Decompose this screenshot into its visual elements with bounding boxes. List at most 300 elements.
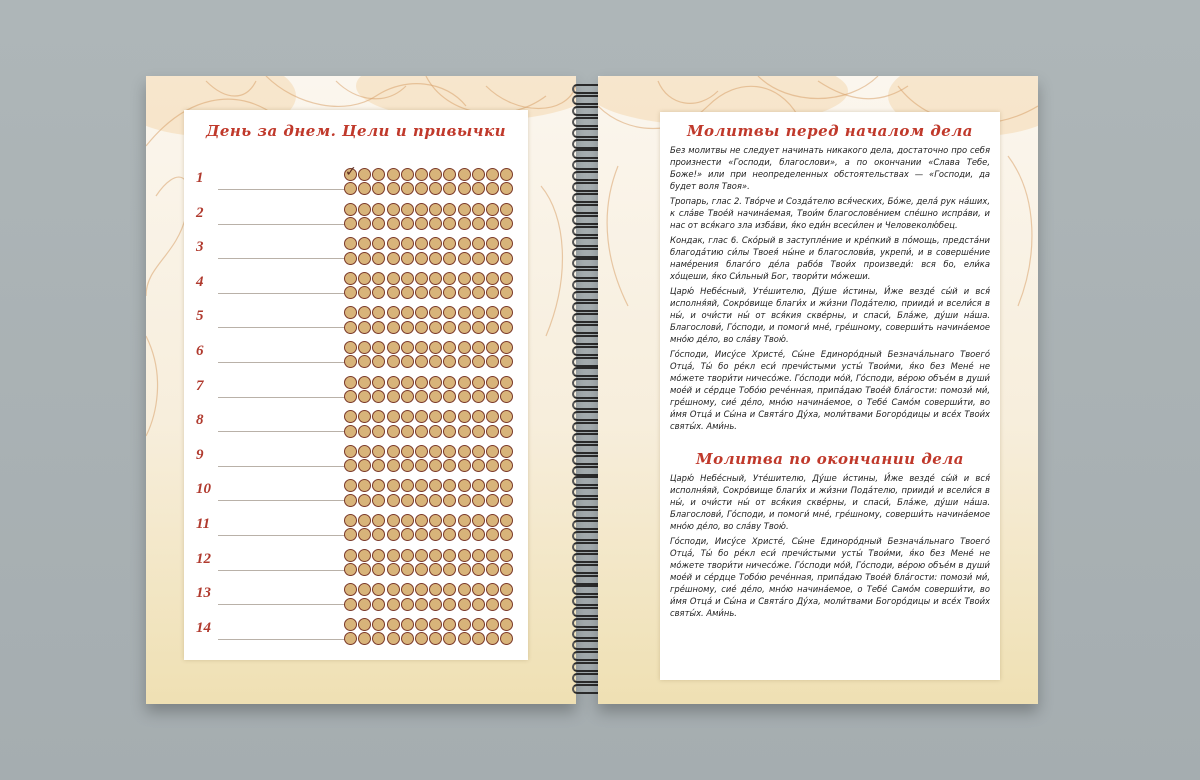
tracker-circle [486,410,499,423]
tracker-circle [415,306,428,319]
tracker-circle [486,321,499,334]
tracker-circle [401,341,414,354]
tracker-circle [372,217,385,230]
habit-tracker-circles [344,479,518,507]
tracker-circle [486,306,499,319]
tracker-circle [401,217,414,230]
tracker-circle [372,425,385,438]
tracker-circle [387,321,400,334]
tracker-circle [443,459,456,472]
tracker-circle [486,445,499,458]
tracker-circle [415,494,428,507]
tracker-circle [344,618,357,631]
tracker-circle [387,203,400,216]
tracker-circle [458,479,471,492]
tracker-circle [415,272,428,285]
habit-tracker-circles [344,237,518,265]
tracker-circle [401,237,414,250]
tracker-circle [358,376,371,389]
tracker-circle [429,306,442,319]
tracker-circle [458,217,471,230]
tracker-circle [458,272,471,285]
habit-tracker-circles [344,376,518,404]
habit-write-line [218,639,356,640]
tracker-circle [500,583,513,596]
left-page [146,76,576,704]
tracker-circle [372,479,385,492]
tracker-circle [387,514,400,527]
tracker-circle [458,583,471,596]
tracker-circle [443,528,456,541]
tracker-circle [429,272,442,285]
habit-tracker-circles [344,445,518,473]
habit-write-line [218,362,356,363]
tracker-circle [358,479,371,492]
tracker-circle [372,494,385,507]
tracker-circle [429,514,442,527]
tracker-circle [358,168,371,181]
row-number: 5 [196,308,204,325]
tracker-circle [443,514,456,527]
habit-write-line [218,258,356,259]
tracker-circle [415,203,428,216]
tracker-circle [372,355,385,368]
tracker-circle [344,459,357,472]
tracker-circle [344,252,357,265]
tracker-circle [500,237,513,250]
tracker-circle [472,583,485,596]
tracker-circle [472,237,485,250]
tracker-circle [401,306,414,319]
tracker-circle [472,168,485,181]
tracker-circle [372,410,385,423]
tracker-circle [472,203,485,216]
tracker-circle [415,252,428,265]
tracker-circle [401,563,414,576]
tracker-circle [429,321,442,334]
tracker-circle [486,182,499,195]
tracker-circle [401,618,414,631]
tracker-circle [500,479,513,492]
tracker-circle [401,528,414,541]
tracker-circle [401,410,414,423]
tracker-circle [472,425,485,438]
tracker-circle [372,445,385,458]
tracker-circle [401,376,414,389]
tracker-circle [344,583,357,596]
tracker-circle [387,528,400,541]
tracker-circle [458,410,471,423]
tracker-circle [458,182,471,195]
tracker-circle [472,598,485,611]
tracker-circle [415,445,428,458]
tracker-circle [500,252,513,265]
habits-card [184,110,528,660]
tracker-circle [401,583,414,596]
tracker-circle [486,168,499,181]
tracker-circle [443,203,456,216]
tracker-circle [458,168,471,181]
tracker-circle [500,286,513,299]
tracker-circle [458,355,471,368]
tracker-circle [429,252,442,265]
tracker-circle [415,479,428,492]
tracker-circle [500,182,513,195]
tracker-circle [486,598,499,611]
tracker-circle [372,598,385,611]
tracker-circle [486,459,499,472]
tracker-circle [500,321,513,334]
tracker-circle [443,632,456,645]
tracker-circle [415,168,428,181]
tracker-circle [344,390,357,403]
tracker-circle [415,563,428,576]
tracker-circle [472,341,485,354]
tracker-circle [344,286,357,299]
tracker-circle [429,376,442,389]
tracker-circle [458,390,471,403]
prayer-text-1: Царю́ Небе́сный, Уте́шителю, Ду́ше и́стины, И́же везде́ сы́й и вся́ исполня́яй, Сокро́вище благи́х и жи́зни Пода́телю, прииди́ и всели́ся в ны́, и очи́сти ны́ от вся́кия скве́рны, и спаси́, Бла́же, ду́ши на́ша. Благослови́, Го́споди, и помоги́ мне́, гре́шному, соверши́ть начина́емое мно́ю де́ло, во сла́ву Твою́. [670,286,990,344]
tracker-circle [415,549,428,562]
tracker-circle [458,321,471,334]
tracker-circle [500,632,513,645]
tracker-circle [443,598,456,611]
tracker-circle [472,286,485,299]
tracker-circle [429,445,442,458]
tracker-circle [486,632,499,645]
tracker-circle [458,376,471,389]
tracker-circle [500,410,513,423]
tracker-circle [415,598,428,611]
tracker-circle [458,528,471,541]
tracker-circle [429,286,442,299]
tracker-circle [472,272,485,285]
prayer-text-2: Го́споди, Иису́се Христе́, Сы́не Единоро́дный Безнача́льнаго Твоего́ Отца́, Ты́ бо ре́кл еси́ пречи́стыми усты́ Твои́ми, я́ко без Мене́ не мо́жете твори́ти ничесо́же. Го́споди мо́й, Го́споди, ве́рою объе́м в души́ мое́й и се́рдце Тобо́ю рече́нная, припа́даю Твое́й бла́гости: помози́ ми́, гре́шному, сие́ де́ло, мно́ю начина́емое, о Тебе́ Само́м соверши́ти, во и́мя Отца́ и Сы́на и Свята́го Ду́ха, моли́твами Богоро́дицы и все́х Твои́х святы́х. Ами́нь. [670,349,990,431]
row-number: 1 [196,170,204,186]
tracker-circle [401,494,414,507]
tracker-circle [415,390,428,403]
tracker-circle [500,217,513,230]
tracker-circle [401,252,414,265]
tracker-circle [443,168,456,181]
row-number: 10 [196,481,211,498]
tracker-circle [458,494,471,507]
tracker-circle [500,459,513,472]
habit-write-line [218,604,356,605]
tracker-circle [443,252,456,265]
tracker-circle [372,376,385,389]
tracker-circle [472,563,485,576]
tracker-circle [443,286,456,299]
row-number: 3 [196,239,204,256]
tracker-circle [344,549,357,562]
tracker-circle [443,549,456,562]
tracker-circle [486,425,499,438]
habit-row [196,441,516,475]
tracker-circle [472,618,485,631]
habit-row [196,164,516,198]
tracker-circle [344,514,357,527]
tracker-circle [387,459,400,472]
tracker-circle [401,182,414,195]
prayer-text-3: Царю́ Небе́сный, Уте́шителю, Ду́ше и́стины, И́же везде́ сы́й и вся́ исполня́яй, Сокро́вище благи́х и жи́зни Пода́телю, прииди́ и всели́ся в ны́, и очи́сти ны́ от вся́кия скве́рны, и спаси́, Бла́же, ду́ши на́ша. Благослови́, Го́споди, и помоги́ мне́, гре́шному, соверши́ть начина́емое мно́ю де́ло, во сла́ву Твою́. [670,473,990,531]
tracker-circle [344,272,357,285]
tracker-circle [387,549,400,562]
tracker-circle [372,272,385,285]
tracker-circle [472,355,485,368]
tracker-circle [472,217,485,230]
row-number: 9 [196,446,204,463]
tracker-circle [486,252,499,265]
section-title-before: Молитвы перед началом дела [686,122,974,140]
tracker-circle [358,286,371,299]
tracker-circle [429,618,442,631]
tracker-circle [472,445,485,458]
tracker-circle [458,341,471,354]
tracker-circle [429,168,442,181]
tracker-circle [486,286,499,299]
tracker-circle [486,563,499,576]
tracker-circle [500,272,513,285]
tracker-circle [401,479,414,492]
tracker-circle [429,563,442,576]
habit-row [196,614,516,648]
tracker-circle [415,376,428,389]
tracker-circle [443,306,456,319]
tracker-circle [500,203,513,216]
tracker-circle [358,632,371,645]
tracker-circle [387,272,400,285]
tracker-circle [387,376,400,389]
tracker-circle [486,203,499,216]
tracker-circle [358,563,371,576]
tracker-circle [344,563,357,576]
page-title: День за днем. Цели и привычки [205,122,507,140]
tracker-circle [344,376,357,389]
tracker-circle [429,583,442,596]
tracker-circle [401,390,414,403]
tracker-circle [415,182,428,195]
row-number: 14 [196,619,211,636]
habit-tracker-circles [344,168,518,196]
tracker-circle [486,479,499,492]
tracker-circle [486,618,499,631]
tracker-circle [344,306,357,319]
tracker-circle [415,514,428,527]
tracker-circle [401,549,414,562]
tracker-circle [429,459,442,472]
tracker-circle [472,410,485,423]
tracker-circle [443,445,456,458]
tracker-circle [415,217,428,230]
tracker-circle [458,632,471,645]
tracker-circle [387,341,400,354]
tracker-circle [443,355,456,368]
tracker-circle [372,618,385,631]
tracker-circle [500,563,513,576]
tracker-circle [401,445,414,458]
tracker-circle [500,390,513,403]
tracker-circle [458,618,471,631]
tracker-circle [500,168,513,181]
tracker-circle [458,306,471,319]
tracker-circle [344,410,357,423]
tracker-circle [486,272,499,285]
tracker-circle [358,445,371,458]
tracker-circle [372,528,385,541]
tracker-circle [429,494,442,507]
tracker-circle [486,341,499,354]
tracker-circle [401,514,414,527]
tracker-circle [500,425,513,438]
tracker-circle [372,341,385,354]
tracker-circle [500,306,513,319]
tracker-circle [344,598,357,611]
tracker-circle [429,182,442,195]
tracker-circle [358,237,371,250]
tracker-circle [415,410,428,423]
tracker-circle [387,583,400,596]
tracker-circle [429,528,442,541]
tracker-circle [372,632,385,645]
tracker-circle [415,321,428,334]
tracker-circle [387,618,400,631]
tracker-circle [372,390,385,403]
tracker-circle [472,306,485,319]
habit-tracker-circles [344,583,518,611]
troparion-text: Тропарь, глас 2. Тво́рче и Созда́телю вся́ческих, Бо́же, дела́ рук на́ших, к сла́ве Твое́й начина́емая, Твои́м благослове́нием спе́шно испра́ви, и нас от вся́каго зла изба́ви, я́ко еди́н всеси́лен и Человеколю́бец. [670,196,990,230]
habit-write-line [218,466,356,467]
tracker-circle [358,355,371,368]
tracker-circle [387,479,400,492]
tracker-circle [500,376,513,389]
tracker-circle [415,632,428,645]
tracker-circle [429,217,442,230]
tracker-circle [429,549,442,562]
tracker-circle [387,252,400,265]
tracker-circle [429,355,442,368]
row-number: 8 [196,412,204,429]
tracker-circle [415,528,428,541]
tracker-circle [415,583,428,596]
tracker-circle [458,459,471,472]
tracker-circle [358,341,371,354]
habit-tracker-circles [344,272,518,300]
kontakion-text: Кондак, глас 6. Ско́рый в заступле́ние и кре́пкий в по́мощь, предста́ни благода́тию си́лы Твоея́ ны́не и благослови́в, укрепи́, и в соверше́ние наме́рения благо́го де́ла рабо́в Твои́х произведи́: вся бо, ели́ка хо́щеши, я́ко Си́льный Бог, твори́ти мо́жеши. [670,235,990,281]
tracker-circle [372,563,385,576]
tracker-circle [500,514,513,527]
tracker-circle [344,203,357,216]
tracker-circle [458,425,471,438]
tracker-circle [358,252,371,265]
tracker-circle [358,598,371,611]
tracker-circle [500,494,513,507]
tracker-circle [472,479,485,492]
tracker-circle [387,445,400,458]
tracker-circle [472,252,485,265]
tracker-circle [415,425,428,438]
tracker-circle [443,494,456,507]
habit-tracker-circles [344,410,518,438]
tracker-circle [387,168,400,181]
tracker-circle [443,425,456,438]
tracker-circle [401,168,414,181]
tracker-circle [401,321,414,334]
tracker-circle [458,286,471,299]
tracker-circle [500,618,513,631]
tracker-circle [401,425,414,438]
tracker-circle [429,598,442,611]
tracker-circle [472,549,485,562]
tracker-circle [358,321,371,334]
tracker-circle [429,632,442,645]
tracker-circle [401,459,414,472]
tracker-circle [401,272,414,285]
habit-tracker-circles [344,306,518,334]
tracker-circle [358,549,371,562]
tracker-circle [415,341,428,354]
habit-row [196,337,516,371]
tracker-circle [486,217,499,230]
tracker-circle [358,459,371,472]
tracker-circle [500,598,513,611]
tracker-circle [486,390,499,403]
tracker-circle [443,618,456,631]
tracker-circle [344,479,357,492]
tracker-circle [472,376,485,389]
tracker-circle [401,203,414,216]
tracker-circle [443,563,456,576]
habit-write-line [218,570,356,571]
habit-write-line [218,500,356,501]
tracker-circle [358,272,371,285]
tracker-circle [344,632,357,645]
tracker-circle [500,549,513,562]
tracker-circle [458,252,471,265]
habit-row [196,406,516,440]
tracker-circle [344,341,357,354]
tracker-circle [458,563,471,576]
tracker-circle [387,563,400,576]
habit-tracker-circles [344,514,518,542]
tracker-circle [344,217,357,230]
tracker-circle [443,376,456,389]
tracker-circle [486,237,499,250]
tracker-circle [358,425,371,438]
tracker-circle [472,390,485,403]
tracker-circle [415,459,428,472]
tracker-circle [486,376,499,389]
right-page [598,76,1038,704]
tracker-circle [443,321,456,334]
tracker-circle [443,217,456,230]
row-number: 4 [196,273,204,290]
tracker-circle [429,410,442,423]
tracker-circle [443,272,456,285]
row-number: 2 [196,204,204,221]
habit-write-line [218,224,356,225]
tracker-circle [387,598,400,611]
habit-write-line [218,535,356,536]
habit-row [196,579,516,613]
tracker-circle [344,445,357,458]
row-number: 12 [196,550,211,567]
tracker-circle [387,237,400,250]
tracker-circle [500,528,513,541]
tracker-circle [443,390,456,403]
habit-tracker-circles [344,618,518,646]
tracker-circle [387,410,400,423]
